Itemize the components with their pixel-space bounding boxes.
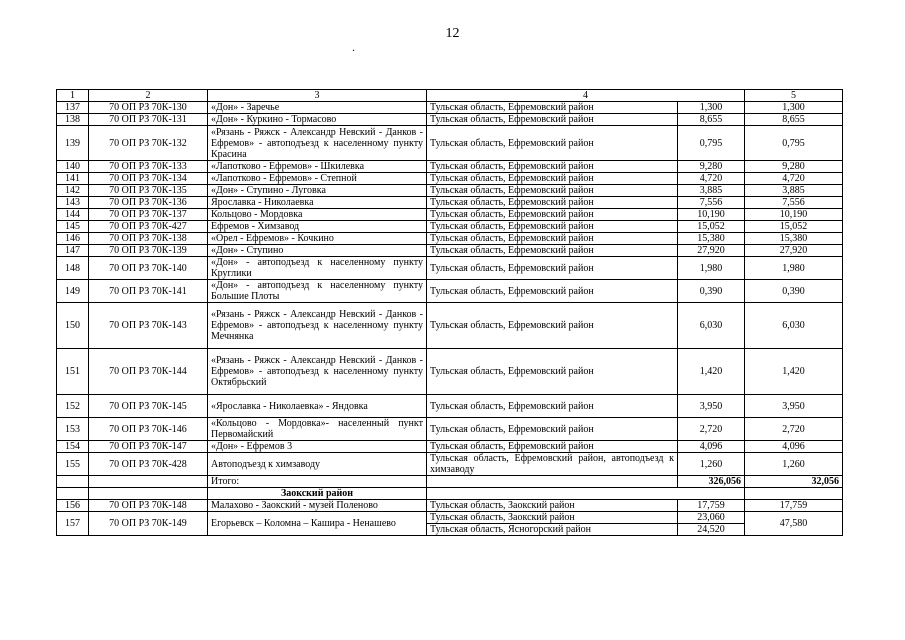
row-number: 156 [57, 500, 89, 512]
road-location: Тульская область, Ефремовский район [427, 233, 678, 245]
road-length: 23,060 [678, 512, 745, 524]
road-length: 8,655 [678, 114, 745, 126]
road-code: 70 ОП РЗ 70К-146 [89, 418, 208, 441]
road-code: 70 ОП РЗ 70К-138 [89, 233, 208, 245]
road-length: 1,980 [678, 257, 745, 280]
road-name: Ефремов - Химзавод [208, 221, 427, 233]
road-location: Тульская область, Ефремовский район [427, 185, 678, 197]
header-col-4: 4 [427, 90, 745, 102]
row-number: 153 [57, 418, 89, 441]
table-row [57, 280, 843, 303]
road-value: 6,030 [745, 303, 843, 349]
total-value: 32,056 [745, 476, 843, 488]
table-row [57, 102, 843, 114]
empty-cell [427, 488, 745, 500]
table-row [57, 114, 843, 126]
road-name: «Дон» - автоподъезд к населенному пункту Большие Плоты [208, 280, 427, 303]
road-location: Тульская область, Ефремовский район [427, 114, 678, 126]
road-length: 3,885 [678, 185, 745, 197]
road-name: Автоподъезд к химзаводу [208, 453, 427, 476]
empty-cell [57, 488, 89, 500]
road-location: Тульская область, Ефремовский район [427, 257, 678, 280]
road-code: 70 ОП РЗ 70К-428 [89, 453, 208, 476]
table-row [57, 161, 843, 173]
road-length: 1,300 [678, 102, 745, 114]
road-code: 70 ОП РЗ 70К-148 [89, 500, 208, 512]
road-location: Тульская область, Ефремовский район, автоподъезд к химзаводу [427, 453, 678, 476]
header-col-1: 1 [57, 90, 89, 102]
total-length: 326,056 [678, 476, 745, 488]
empty-cell [427, 476, 678, 488]
road-location: Тульская область, Ефремовский район [427, 209, 678, 221]
row-number: 157 [57, 512, 89, 536]
road-name: «Рязань - Ряжск - Александр Невский - Данков - Ефремов» - автоподъезд к населенному пункту Красина [208, 126, 427, 161]
road-length: 24,520 [678, 524, 745, 536]
road-length: 2,720 [678, 418, 745, 441]
road-name: «Рязань - Ряжск - Александр Невский - Данков - Ефремов» - автоподъезд к населенному пункту Мечнянка [208, 303, 427, 349]
section-row [57, 488, 843, 500]
road-code: 70 ОП РЗ 70К-427 [89, 221, 208, 233]
table-row [57, 126, 843, 161]
road-value: 2,720 [745, 418, 843, 441]
table-row [57, 257, 843, 280]
table-row [57, 185, 843, 197]
road-value: 10,190 [745, 209, 843, 221]
road-value: 27,920 [745, 245, 843, 257]
header-row [57, 90, 843, 102]
road-value: 0,795 [745, 126, 843, 161]
road-length: 15,052 [678, 221, 745, 233]
empty-cell [745, 488, 843, 500]
road-location: Тульская область, Ясногорский район [427, 524, 678, 536]
page-mark: . [352, 40, 355, 54]
empty-cell [89, 476, 208, 488]
road-code: 70 ОП РЗ 70К-144 [89, 349, 208, 395]
road-location: Тульская область, Ефремовский район [427, 395, 678, 418]
empty-cell [89, 488, 208, 500]
road-location: Тульская область, Ефремовский район [427, 280, 678, 303]
page-number: 12 [445, 26, 460, 41]
road-code: 70 ОП РЗ 70К-133 [89, 161, 208, 173]
row-number: 143 [57, 197, 89, 209]
road-name: «Лапотково - Ефремов» - Шкилевка [208, 161, 427, 173]
road-code: 70 ОП РЗ 70К-134 [89, 173, 208, 185]
road-value: 3,885 [745, 185, 843, 197]
table-row [57, 512, 843, 524]
table-row [57, 245, 843, 257]
row-number: 155 [57, 453, 89, 476]
road-value: 3,950 [745, 395, 843, 418]
header-col-5: 5 [745, 90, 843, 102]
road-location: Тульская область, Ефремовский район [427, 441, 678, 453]
road-name: «Кольцово - Мордовка»- населенный пункт Первомайский [208, 418, 427, 441]
road-value: 47,580 [745, 512, 843, 536]
road-length: 0,795 [678, 126, 745, 161]
road-value: 17,759 [745, 500, 843, 512]
road-length: 27,920 [678, 245, 745, 257]
road-value: 15,052 [745, 221, 843, 233]
row-number: 142 [57, 185, 89, 197]
road-value: 1,260 [745, 453, 843, 476]
road-value: 0,390 [745, 280, 843, 303]
road-name: «Дон» - Куркино - Тормасово [208, 114, 427, 126]
road-value: 4,720 [745, 173, 843, 185]
road-value: 9,280 [745, 161, 843, 173]
table-row [57, 197, 843, 209]
row-number: 149 [57, 280, 89, 303]
road-location: Тульская область, Заокский район [427, 500, 678, 512]
road-code: 70 ОП РЗ 70К-132 [89, 126, 208, 161]
road-location: Тульская область, Ефремовский район [427, 102, 678, 114]
table-row [57, 349, 843, 395]
road-length: 1,420 [678, 349, 745, 395]
road-location: Тульская область, Ефремовский район [427, 221, 678, 233]
road-value: 1,980 [745, 257, 843, 280]
road-code: 70 ОП РЗ 70К-135 [89, 185, 208, 197]
road-name: Кольцово - Мордовка [208, 209, 427, 221]
road-name: «Рязань - Ряжск - Александр Невский - Данков - Ефремов» - автоподъезд к населенному пункту Октябрьский [208, 349, 427, 395]
road-code: 70 ОП РЗ 70К-140 [89, 257, 208, 280]
road-length: 6,030 [678, 303, 745, 349]
road-value: 1,300 [745, 102, 843, 114]
road-length: 3,950 [678, 395, 745, 418]
row-number: 140 [57, 161, 89, 173]
road-code: 70 ОП РЗ 70К-139 [89, 245, 208, 257]
road-code: 70 ОП РЗ 70К-147 [89, 441, 208, 453]
road-name: Малахово - Заокский - музей Поленово [208, 500, 427, 512]
row-number: 145 [57, 221, 89, 233]
total-label: Итого: [208, 476, 427, 488]
table-row [57, 173, 843, 185]
road-name: «Ярославка - Николаевка» - Яндовка [208, 395, 427, 418]
row-number: 148 [57, 257, 89, 280]
road-length: 1,260 [678, 453, 745, 476]
table-row [57, 233, 843, 245]
row-number: 154 [57, 441, 89, 453]
table-row [57, 303, 843, 349]
road-location: Тульская область, Ефремовский район [427, 245, 678, 257]
road-name: «Орел - Ефремов» - Кочкино [208, 233, 427, 245]
header-col-3: 3 [208, 90, 427, 102]
road-location: Тульская область, Ефремовский район [427, 173, 678, 185]
road-length: 10,190 [678, 209, 745, 221]
road-length: 4,720 [678, 173, 745, 185]
road-name: «Дон» - Ефремов 3 [208, 441, 427, 453]
road-registry-table [56, 89, 843, 536]
row-number: 141 [57, 173, 89, 185]
row-number: 144 [57, 209, 89, 221]
table-row [57, 453, 843, 476]
road-code: 70 ОП РЗ 70К-130 [89, 102, 208, 114]
row-number: 151 [57, 349, 89, 395]
road-value: 4,096 [745, 441, 843, 453]
row-number: 147 [57, 245, 89, 257]
road-value: 1,420 [745, 349, 843, 395]
road-location: Тульская область, Ефремовский район [427, 303, 678, 349]
road-length: 0,390 [678, 280, 745, 303]
section-title: Заокский район [208, 488, 427, 500]
road-location: Тульская область, Ефремовский район [427, 197, 678, 209]
road-name: Ярославка - Николаевка [208, 197, 427, 209]
row-number: 138 [57, 114, 89, 126]
road-name: «Лапотково - Ефремов» - Степной [208, 173, 427, 185]
row-number: 139 [57, 126, 89, 161]
road-length: 9,280 [678, 161, 745, 173]
road-name: «Дон» - Заречье [208, 102, 427, 114]
road-code: 70 ОП РЗ 70К-136 [89, 197, 208, 209]
road-length: 7,556 [678, 197, 745, 209]
row-number: 137 [57, 102, 89, 114]
road-code: 70 ОП РЗ 70К-141 [89, 280, 208, 303]
road-name: Егорьевск – Коломна – Кашира - Ненашево [208, 512, 427, 536]
road-length: 17,759 [678, 500, 745, 512]
road-code: 70 ОП РЗ 70К-137 [89, 209, 208, 221]
road-location: Тульская область, Ефремовский район [427, 418, 678, 441]
road-name: «Дон» - автоподъезд к населенному пункту Круглики [208, 257, 427, 280]
header-col-2: 2 [89, 90, 208, 102]
road-code: 70 ОП РЗ 70К-143 [89, 303, 208, 349]
road-name: «Дон» - Ступино - Луговка [208, 185, 427, 197]
road-name: «Дон» - Ступино [208, 245, 427, 257]
empty-cell [57, 476, 89, 488]
road-value: 8,655 [745, 114, 843, 126]
road-location: Тульская область, Заокский район [427, 512, 678, 524]
row-number: 146 [57, 233, 89, 245]
road-code: 70 ОП РЗ 70К-145 [89, 395, 208, 418]
road-code: 70 ОП РЗ 70К-131 [89, 114, 208, 126]
road-location: Тульская область, Ефремовский район [427, 126, 678, 161]
table-row [57, 500, 843, 512]
road-code: 70 ОП РЗ 70К-149 [89, 512, 208, 536]
table-row [57, 418, 843, 441]
road-value: 7,556 [745, 197, 843, 209]
table-row [57, 441, 843, 453]
row-number: 152 [57, 395, 89, 418]
road-length: 4,096 [678, 441, 745, 453]
table-row [57, 209, 843, 221]
table-row [57, 395, 843, 418]
table-row [57, 221, 843, 233]
total-row [57, 476, 843, 488]
road-location: Тульская область, Ефремовский район [427, 349, 678, 395]
road-value: 15,380 [745, 233, 843, 245]
road-length: 15,380 [678, 233, 745, 245]
road-location: Тульская область, Ефремовский район [427, 161, 678, 173]
row-number: 150 [57, 303, 89, 349]
